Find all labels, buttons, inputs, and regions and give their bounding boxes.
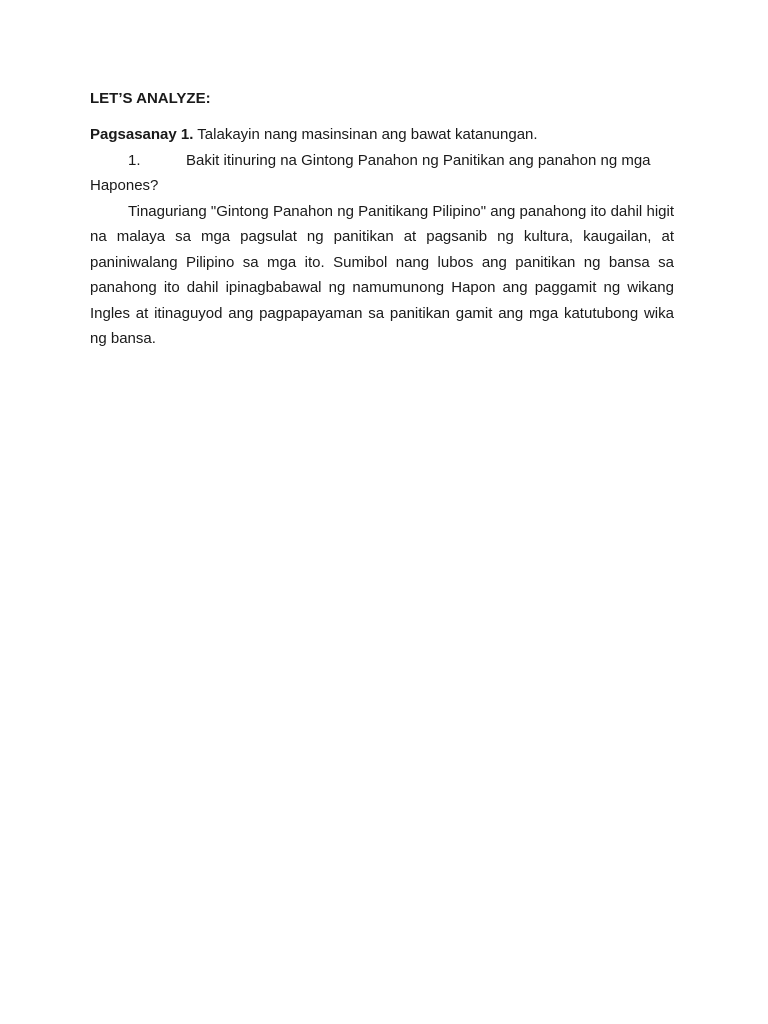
instruction-label: Pagsasanay 1. — [90, 126, 194, 143]
question-1 — [90, 148, 674, 352]
question-number: 1. — [128, 151, 141, 169]
question-text-continued: Hapones? — [90, 177, 159, 194]
section-heading: LET’S ANALYZE: — [90, 90, 211, 107]
question-text: Bakit itinuring na Gintong Panahon ng Panitikan ang panahon ng mga — [186, 151, 651, 169]
answer-paragraph: Tinaguriang "Gintong Panahon ng Panitikang Pilipino" ang panahong ito dahil higit na malaya sa mga pagsulat ng panitikan at pagsanib ng kultura, kaugailan, at paniniwalang Pilipino sa mga ito. Sumibol nang lubos ang panitikan ng bansa sa panahong ito dahil ipinagbabawal ng namumunong Hapon ang paggamit ng wikang Ingles at itinaguyod ang pagpapayaman sa panitikan gamit ang mga katutubong wika ng bansa. — [90, 202, 674, 347]
document-page — [90, 90, 674, 352]
instruction-text: Talakayin nang masinsinan ang bawat katanungan. — [193, 126, 538, 143]
instruction — [90, 122, 674, 148]
